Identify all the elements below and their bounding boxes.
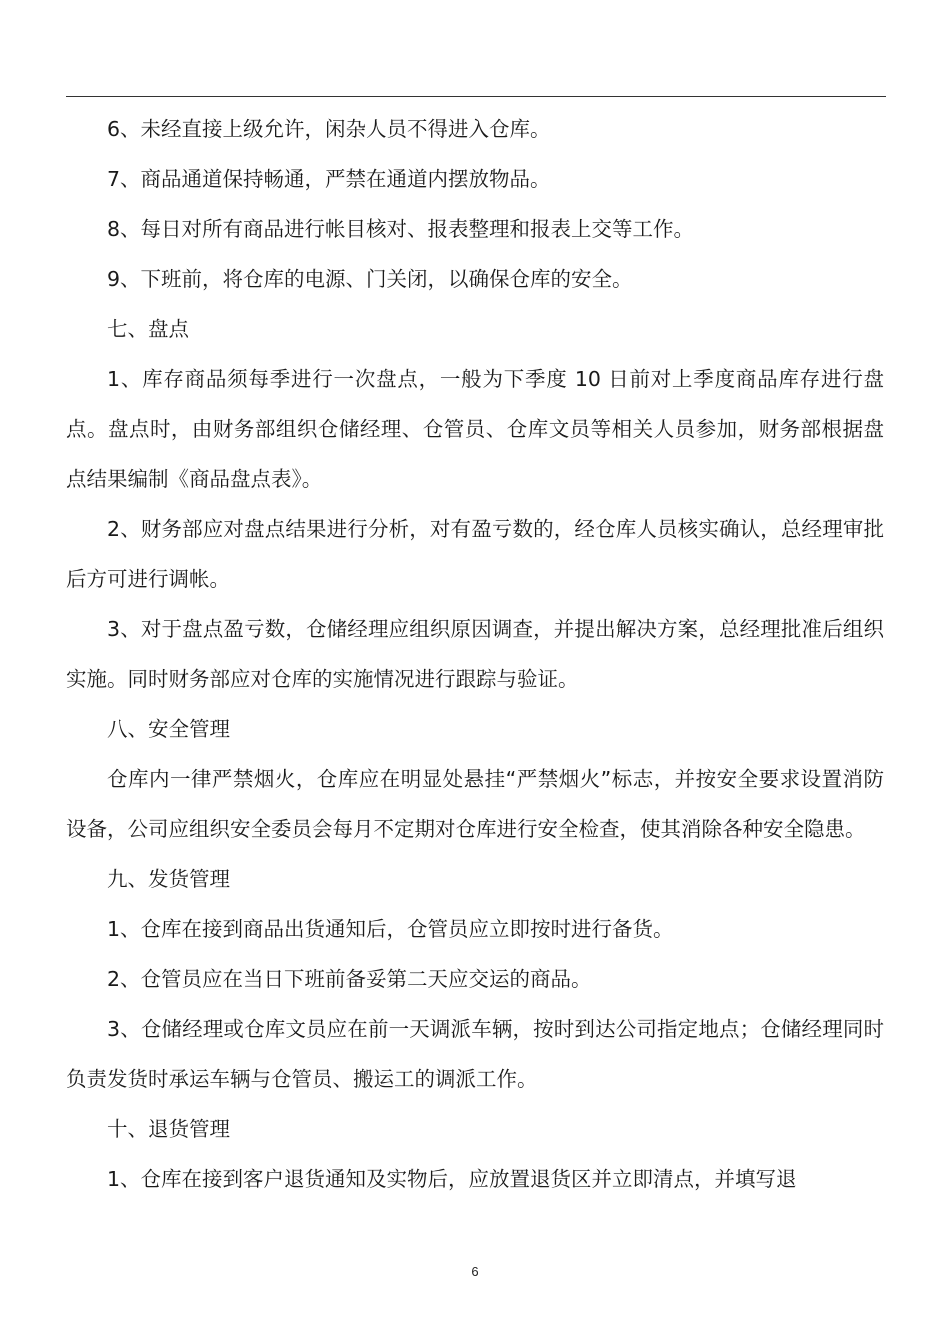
section-heading-safety: 八、安全管理 <box>107 717 230 741</box>
page-number: 6 <box>471 1264 479 1279</box>
paragraph-1: 6、未经直接上级允许，闲杂人员不得进入仓库。 <box>107 117 551 141</box>
paragraph-6: 1、库存商品须每季进行一次盘点，一般为下季度 10 日前对上季度商品库存进行盘点。盘点时，由财务部组织仓储经理、仓管员、仓库文员等相关人员参加，财务部根据盘点结果编制《商品盘点表》。 <box>66 367 884 491</box>
paragraph-16: 1、仓库在接到客户退货通知及实物后，应放置退货区并立即清点，并填写退 <box>107 1167 797 1191</box>
header-rule <box>66 96 886 97</box>
section-heading-returns: 十、退货管理 <box>107 1117 230 1141</box>
paragraph-2: 7、商品通道保持畅通，严禁在通道内摆放物品。 <box>107 167 551 191</box>
paragraph-13: 2、仓管员应在当日下班前备妥第二天应交运的商品。 <box>107 967 592 991</box>
paragraph-3: 8、每日对所有商品进行帐目核对、报表整理和报表上交等工作。 <box>107 217 695 241</box>
paragraph-8: 3、对于盘点盈亏数，仓储经理应组织原因调查，并提出解决方案，总经理批准后组织实施。同时财务部应对仓库的实施情况进行跟踪与验证。 <box>66 617 884 691</box>
paragraph-7: 2、财务部应对盘点结果进行分析，对有盈亏数的，经仓库人员核实确认，总经理审批后方可进行调帐。 <box>66 517 884 591</box>
paragraph-14: 3、仓储经理或仓库文员应在前一天调派车辆，按时到达公司指定地点；仓储经理同时负责发货时承运车辆与仓管员、搬运工的调派工作。 <box>66 1017 884 1091</box>
paragraph-10: 仓库内一律严禁烟火，仓库应在明显处悬挂“严禁烟火”标志，并按安全要求设置消防设备，公司应组织安全委员会每月不定期对仓库进行安全检查，使其消除各种安全隐患。 <box>66 767 884 841</box>
document-body <box>66 104 884 1204</box>
section-heading-shipping: 九、发货管理 <box>107 867 230 891</box>
section-heading-inventory: 七、盘点 <box>107 317 189 341</box>
paragraph-12: 1、仓库在接到商品出货通知后，仓管员应立即按时进行备货。 <box>107 917 674 941</box>
paragraph-4: 9、下班前，将仓库的电源、门关闭，以确保仓库的安全。 <box>107 267 633 291</box>
